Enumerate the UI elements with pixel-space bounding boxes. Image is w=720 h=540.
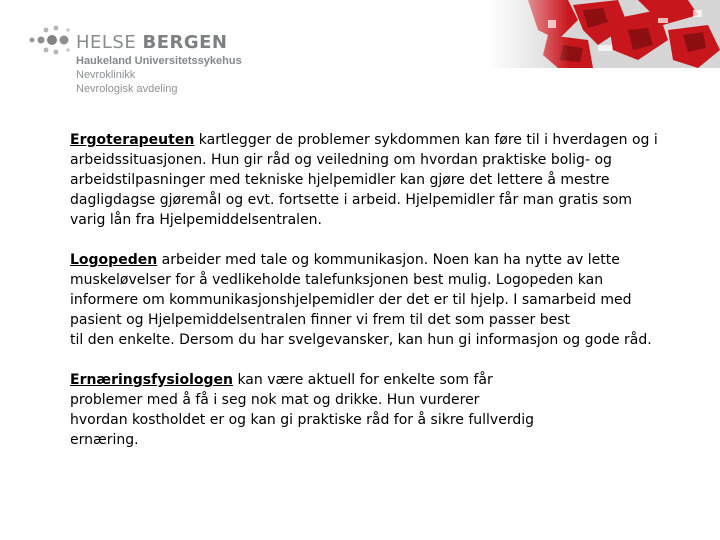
- para-line: varig lån fra Hjelpemiddelsentralen.: [70, 212, 323, 228]
- para-line: ernæring.: [70, 432, 139, 448]
- para-line-text: kartlegger de problemer sykdommen kan føre til i hverdagen og i: [194, 132, 658, 148]
- clinic-name: Nevroklinikk: [76, 69, 136, 81]
- para-line: pasient og Hjelpemiddelsentralen finner vi frem til det som passer best: [70, 312, 570, 328]
- org-subtitle: [76, 54, 242, 96]
- para-line: [70, 250, 700, 270]
- para-line-text: arbeider med tale og kommunikasjon. Noen kan ha nytte av lette: [157, 252, 620, 268]
- para-line: til den enkelte. Dersom du har svelgevansker, kan hun gi informasjon og gode råd.: [70, 332, 652, 348]
- org-name: [76, 32, 228, 53]
- para-line: problemer med å få i seg nok mat og drikke. Hun vurderer: [70, 392, 480, 408]
- para-line-text: kan være aktuell for enkelte som får: [233, 372, 493, 388]
- logo-dots-icon: [28, 18, 76, 70]
- paragraph-logoped: [70, 250, 700, 350]
- para-line: dagligdagse gjøremål og evt. fortsette i arbeid. Hjelpemidler får man gratis som: [70, 192, 633, 208]
- department-name: Nevrologisk avdeling: [76, 83, 178, 95]
- para-line: muskeløvelser for å vedlikeholde talefunksjonen best mulig. Logopeden kan: [70, 272, 604, 288]
- main-content: [70, 130, 700, 470]
- term-logopeden: Logopeden: [70, 252, 158, 268]
- para-line: informere om kommunikasjonshjelpemidler der det er til hjelp. I samarbeid med: [70, 292, 632, 308]
- para-line: arbeidstilpasninger med tekniske hjelpemidler kan gjøre det lettere å mestre: [70, 172, 610, 188]
- para-line: hvordan kostholdet er og kan gi praktiske råd for å sikre fullverdig: [70, 412, 534, 428]
- para-line: arbeidssituasjonen. Hun gir råd og veiledning om hvordan praktiske bolig- og: [70, 152, 612, 168]
- term-ernaeringsfysiologen: Ernæringsfysiologen: [70, 372, 233, 388]
- para-line: [70, 130, 700, 150]
- hospital-name: Haukeland Universitetssykehus: [76, 55, 242, 67]
- org-name-light: HELSE: [76, 32, 137, 53]
- para-line: [70, 370, 700, 390]
- term-ergoterapeuten: Ergoterapeuten: [70, 132, 195, 148]
- corner-decoration-image: [488, 0, 720, 68]
- org-name-bold: BERGEN: [142, 32, 228, 53]
- helse-bergen-logo: [28, 18, 288, 98]
- paragraph-ernaeringsfysiolog: [70, 370, 700, 450]
- paragraph-ergoterapeut: [70, 130, 700, 230]
